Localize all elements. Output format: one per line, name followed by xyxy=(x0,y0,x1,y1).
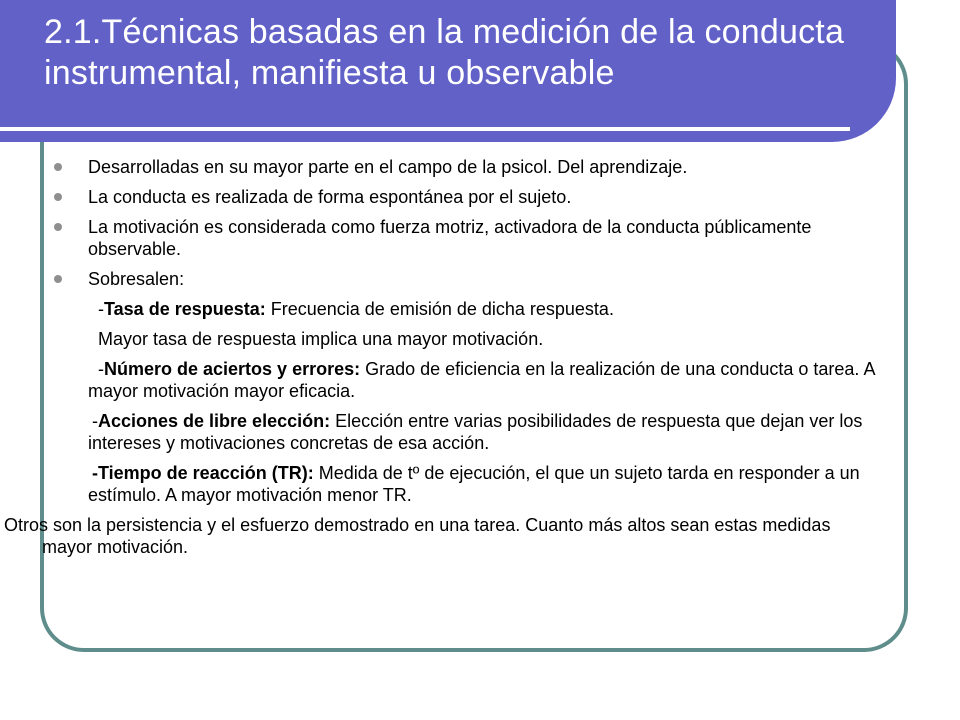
bullet-text: Desarrolladas en su mayor parte en el campo de la psicol. Del aprendizaje. xyxy=(88,157,688,177)
subitem-term: Tasa de respuesta: xyxy=(104,299,266,319)
bullet-text: La motivación es considerada como fuerza motriz, activadora de la conducta públicamente observable. xyxy=(88,217,812,259)
footer-note: Otros son la persistencia y el esfuerzo demostrado en una tarea. Cuanto más altos sean estas medidas mayor motivación. xyxy=(4,515,831,557)
subitem-desc: Elección entre varias posibilidades de respuesta que dejan ver los intereses y motivaciones concretas de esa acción. xyxy=(88,411,863,453)
bullet-text: Sobresalen: xyxy=(88,269,185,289)
subitem-prefix: - xyxy=(98,299,104,319)
subitem-tiempo xyxy=(50,462,880,506)
subitem-term: -Tiempo de reacción (TR): xyxy=(92,463,314,483)
subitem-tasa-note: Mayor tasa de respuesta implica una mayor motivación. xyxy=(98,329,544,349)
subitem-prefix: - xyxy=(92,411,98,431)
bullet-text: La conducta es realizada de forma espontánea por el sujeto. xyxy=(88,187,572,207)
slide-title: 2.1.Técnicas basadas en la medición de la conducta instrumental, manifiesta u observable xyxy=(44,13,845,92)
bullet-item xyxy=(50,156,880,178)
subitem-desc: Medida de tº de ejecución, el que un sujeto tarda en responder a un estímulo. A mayor motivación menor TR. xyxy=(88,463,860,505)
subitem-prefix: - xyxy=(98,359,104,379)
subitem-tasa xyxy=(50,298,880,320)
bullet-list xyxy=(50,156,880,290)
bullet-item xyxy=(50,216,880,260)
subitem-desc: Grado de eficiencia en la realización de una conducta o tarea. A mayor motivación mayor eficacia. xyxy=(88,359,875,401)
title-underline xyxy=(0,127,850,131)
subitem-aciertos xyxy=(50,358,880,402)
slide-body xyxy=(4,156,880,558)
bullet-item xyxy=(50,268,880,290)
subitem-term: Número de aciertos y errores: xyxy=(104,359,361,379)
title-banner xyxy=(0,0,896,142)
bullet-item xyxy=(50,186,880,208)
subitem-term: Acciones de libre elección: xyxy=(98,411,331,431)
bullet-dot-icon xyxy=(54,193,62,201)
bullet-dot-icon xyxy=(54,223,62,231)
bullet-dot-icon xyxy=(54,275,62,283)
bullet-dot-icon xyxy=(54,163,62,171)
subitem-acciones xyxy=(50,410,880,454)
subitem-desc: Frecuencia de emisión de dicha respuesta. xyxy=(265,299,614,319)
